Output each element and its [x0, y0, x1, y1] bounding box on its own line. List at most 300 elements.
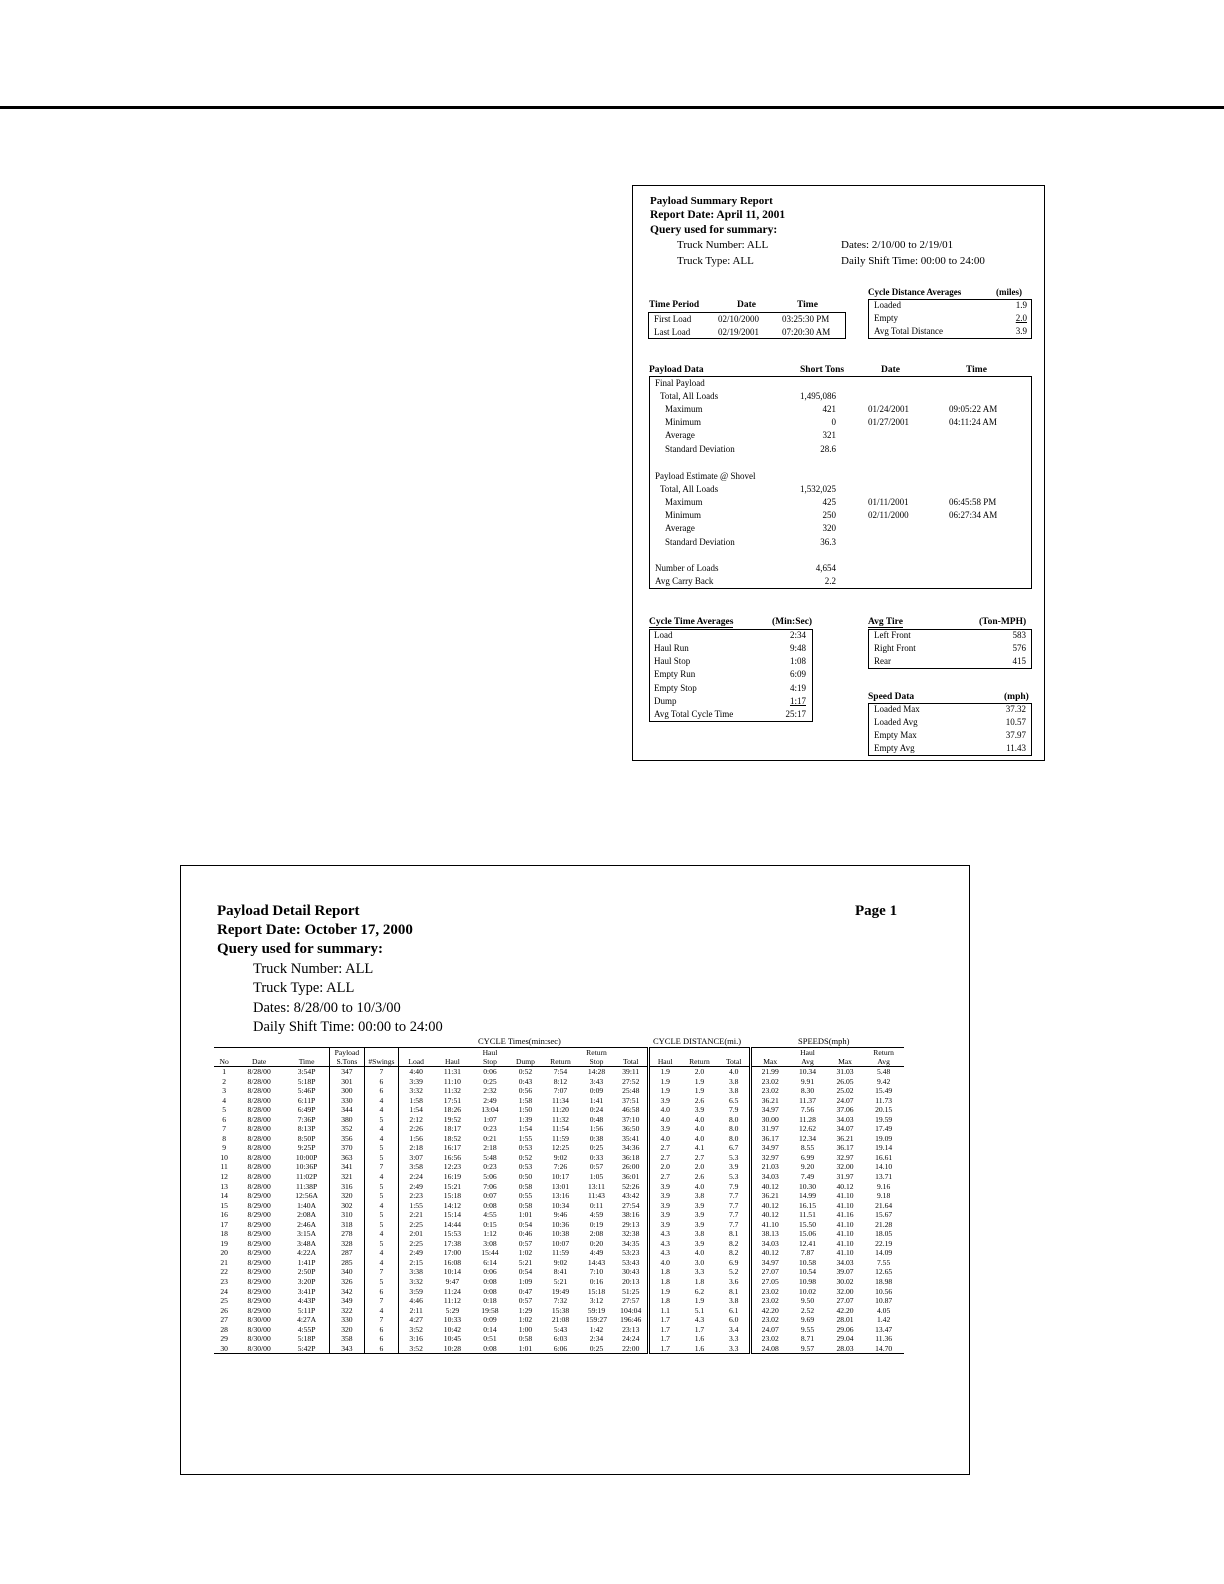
table-cell: 322	[330, 1306, 365, 1316]
cycle-time-header: Cycle Time Averages	[649, 617, 734, 627]
table-cell: 4.0	[648, 1258, 680, 1268]
table-cell: 4:55	[483, 1210, 497, 1220]
table-cell: 1.9	[694, 1086, 705, 1096]
table-cell: 3:15A	[297, 1229, 317, 1239]
table-cell: 9:25P	[297, 1143, 316, 1153]
table-row	[214, 1086, 904, 1096]
table-cell: 3:12	[589, 1296, 604, 1306]
table-cell: 1.1	[648, 1306, 680, 1316]
col-speed-return-max: Max	[827, 1057, 864, 1067]
table-cell: 3.8	[728, 1296, 739, 1306]
table-cell: 6.1	[728, 1305, 739, 1315]
table-cell: 24.07	[751, 1325, 789, 1335]
table-row	[214, 1201, 904, 1211]
table-cell: 1:00	[518, 1324, 533, 1334]
table-cell: 23.02	[751, 1086, 789, 1096]
table-row	[214, 1115, 904, 1125]
table-cell: 6:06	[543, 1344, 579, 1354]
table-cell: 7.87	[800, 1248, 815, 1258]
table-cell: 40.12	[751, 1201, 789, 1211]
table-cell: 9.18	[876, 1191, 891, 1201]
table-cell: 326	[330, 1277, 365, 1287]
table-row	[214, 1077, 904, 1087]
table-cell: 0:07	[483, 1191, 497, 1201]
table-row	[214, 1248, 904, 1258]
table-cell: 5:48	[483, 1152, 497, 1162]
shovel-avg-value: 320	[822, 523, 836, 533]
table-cell: 51:25	[622, 1286, 640, 1296]
shovel-min-value: 250	[822, 510, 836, 520]
payload-detail-table	[214, 1047, 904, 1354]
table-cell: 15.49	[875, 1086, 893, 1096]
table-cell: 2.7	[648, 1153, 680, 1163]
table-cell: 10:33	[443, 1315, 462, 1325]
table-cell: 31.97	[836, 1172, 854, 1182]
cycle-time-unit: (Min:Sec)	[772, 617, 813, 627]
table-cell: 26.05	[836, 1076, 854, 1086]
table-cell: 5.2	[728, 1267, 739, 1277]
table-cell: 3.8	[694, 1191, 705, 1201]
table-cell: 1:29	[518, 1305, 533, 1315]
summary-shift: Daily Shift Time: 00:00 to 24:00	[841, 255, 985, 267]
table-cell: 0:55	[518, 1191, 533, 1201]
table-cell: 5:21	[518, 1257, 533, 1267]
table-cell: 34:36	[622, 1143, 640, 1153]
table-cell: 9.69	[800, 1315, 815, 1325]
table-cell: 0:33	[589, 1152, 604, 1162]
table-cell: 16	[220, 1210, 228, 1220]
shovel-max-time: 06:45:58 PM	[949, 497, 997, 507]
table-cell: 3:48A	[297, 1238, 317, 1248]
last-load-time: 07:20:30 AM	[782, 327, 831, 337]
table-cell: 4:46	[409, 1296, 423, 1306]
table-cell: 11:12	[443, 1296, 461, 1306]
table-cell: 7:32	[553, 1296, 568, 1306]
table-cell: 4	[364, 1172, 399, 1182]
table-cell: 11:59	[551, 1133, 569, 1143]
col-return-stop-top: Return	[578, 1048, 615, 1058]
table-cell: 27:54	[622, 1200, 640, 1210]
table-cell: 5:21	[553, 1277, 568, 1287]
table-cell: 12:23	[443, 1162, 462, 1172]
table-cell: 4	[364, 1306, 399, 1316]
shovel-min-date: 02/11/2000	[868, 510, 909, 520]
table-cell: 3.9	[648, 1096, 680, 1106]
col-dist-haul: Haul	[648, 1057, 680, 1067]
table-cell: 3:32	[409, 1277, 423, 1287]
table-cell: 9.55	[800, 1324, 815, 1334]
table-cell: 3.3	[728, 1334, 739, 1344]
table-row	[214, 1287, 904, 1297]
table-cell: 1.42	[876, 1315, 891, 1325]
table-cell: 1.9	[694, 1076, 705, 1086]
table-cell: 4.0	[648, 1134, 680, 1144]
table-cell: 34.97	[751, 1105, 789, 1115]
table-cell: 5	[364, 1220, 399, 1230]
table-cell: 0:25	[589, 1143, 604, 1153]
payload-data-header: Payload Data	[649, 365, 704, 375]
table-cell: 8/29/00	[247, 1267, 271, 1277]
table-cell: 34:35	[622, 1238, 640, 1248]
table-cell: 14:28	[587, 1067, 606, 1076]
table-cell: 7.9	[728, 1105, 739, 1115]
summary-truck-type: Truck Type: ALL	[677, 255, 754, 267]
shovel-avg-label: Average	[665, 523, 695, 533]
table-row	[214, 1325, 904, 1335]
table-cell: 1:02	[518, 1315, 533, 1325]
table-cell: 342	[330, 1287, 365, 1297]
table-cell: 3.8	[728, 1086, 739, 1096]
table-cell: 1:54	[409, 1105, 423, 1115]
table-cell: 6.99	[800, 1152, 815, 1162]
detail-truck-type: Truck Type: ALL	[253, 980, 355, 996]
table-cell: 8/30/00	[247, 1334, 271, 1344]
shovel-stddev-value: 36.3	[820, 537, 836, 547]
table-cell: 2.6	[694, 1095, 705, 1105]
table-cell: 1.9	[648, 1067, 680, 1077]
table-cell: 2:18	[483, 1143, 497, 1153]
table-cell: 104:04	[620, 1305, 642, 1315]
table-cell: 3:54P	[297, 1067, 316, 1076]
table-cell: 6.2	[694, 1286, 705, 1296]
table-cell: 1.6	[694, 1334, 705, 1344]
table-cell: 12:25	[551, 1143, 570, 1153]
table-cell: 0:38	[589, 1133, 604, 1143]
table-cell: 4.3	[648, 1229, 680, 1239]
table-cell: 5:18P	[297, 1334, 316, 1344]
tire-right-front-value: 576	[1012, 643, 1026, 653]
table-cell: 34.07	[836, 1124, 854, 1134]
table-row	[214, 1143, 904, 1153]
table-cell: 12.65	[875, 1267, 893, 1277]
table-cell: 18.98	[875, 1277, 893, 1287]
table-cell: 7	[364, 1267, 399, 1277]
table-cell: 2:23	[409, 1191, 423, 1201]
table-cell: 9:47	[445, 1277, 460, 1287]
table-cell: 8/28/00	[247, 1143, 271, 1153]
table-cell: 6.0	[728, 1315, 739, 1325]
table-cell: 40.12	[751, 1210, 789, 1220]
final-total-label: Total, All Loads	[660, 391, 719, 401]
tire-left-front-label: Left Front	[874, 630, 911, 640]
cycle-dump-label: Dump	[654, 696, 677, 706]
table-cell: 59:19	[587, 1305, 606, 1315]
table-cell: 2:21	[409, 1210, 423, 1220]
table-cell: 18:17	[443, 1124, 462, 1134]
table-cell: 8.0	[728, 1133, 739, 1143]
col-total: Total	[615, 1057, 648, 1067]
tire-rear-value: 415	[1012, 656, 1026, 666]
table-cell: 0:24	[589, 1105, 604, 1115]
table-cell: 10:34	[551, 1200, 570, 1210]
table-cell: 3.4	[728, 1324, 739, 1334]
table-cell: 3.9	[694, 1200, 705, 1210]
shovel-max-label: Maximum	[665, 497, 703, 507]
last-load-label: Last Load	[654, 327, 691, 337]
table-cell: 15:44	[481, 1248, 499, 1258]
table-cell: 1:40A	[297, 1200, 317, 1210]
table-cell: 40.12	[751, 1248, 789, 1258]
table-cell: 3.9	[648, 1210, 680, 1220]
table-cell: 3:08	[483, 1238, 497, 1248]
table-cell: 1:50	[518, 1105, 533, 1115]
table-cell: 25.02	[836, 1086, 854, 1096]
table-cell: 2:12	[409, 1114, 423, 1124]
table-cell: 15:18	[587, 1286, 606, 1296]
table-cell: 1.9	[648, 1077, 680, 1087]
table-cell: 8/29/00	[247, 1248, 271, 1258]
table-cell: 2:46A	[297, 1219, 317, 1229]
table-cell: 8:41	[553, 1267, 568, 1277]
table-cell: 330	[330, 1315, 365, 1325]
payload-short-tons-header: Short Tons	[800, 365, 845, 375]
table-cell: 11:02P	[295, 1172, 318, 1182]
table-cell: 2:18	[409, 1143, 423, 1153]
table-cell: 8.0	[728, 1114, 739, 1124]
table-row	[214, 1267, 904, 1277]
table-cell: 1.9	[648, 1287, 680, 1297]
table-cell: 3.9	[648, 1220, 680, 1230]
table-cell: 24:24	[622, 1334, 640, 1344]
table-cell: 2.0	[648, 1162, 680, 1172]
table-cell: 41.10	[836, 1248, 854, 1258]
table-cell: 5:06	[483, 1172, 497, 1182]
table-cell: 18:52	[443, 1133, 462, 1143]
table-cell: 8/28/00	[247, 1067, 271, 1076]
table-cell: 14	[220, 1191, 228, 1201]
table-cell: 23.02	[751, 1315, 789, 1325]
table-cell: 3.6	[728, 1277, 739, 1287]
shovel-min-time: 06:27:34 AM	[949, 510, 998, 520]
table-cell: 343	[330, 1344, 365, 1354]
table-cell: 300	[330, 1086, 365, 1096]
group-cycle-times: CYCLE Times(min:sec)	[478, 1036, 561, 1046]
table-cell: 23.02	[751, 1334, 789, 1344]
table-cell: 8.2	[728, 1248, 739, 1258]
table-cell: 1:07	[483, 1114, 497, 1124]
final-max-date: 01/24/2001	[868, 404, 910, 414]
table-cell: 0:06	[483, 1067, 497, 1076]
table-cell: 3:16	[409, 1334, 423, 1344]
table-cell: 0:58	[518, 1200, 533, 1210]
table-cell: 10.34	[798, 1067, 817, 1076]
summary-dates: Dates: 2/10/00 to 2/19/01	[841, 239, 954, 251]
table-cell: 10	[220, 1152, 228, 1162]
table-cell: 1.7	[648, 1344, 680, 1354]
distance-empty-label: Empty	[874, 313, 898, 323]
table-cell: 2.0	[694, 1162, 705, 1172]
table-cell: 41.10	[836, 1229, 854, 1239]
table-cell: 8.0	[728, 1124, 739, 1134]
table-cell: 0:23	[483, 1162, 497, 1172]
time-period-time-header: Time	[797, 300, 818, 310]
table-cell: 3.3	[718, 1344, 750, 1354]
table-cell: 1:01	[508, 1344, 543, 1354]
table-cell: 42.20	[751, 1306, 789, 1316]
table-cell: 330	[330, 1096, 365, 1106]
table-cell: 10.30	[798, 1181, 817, 1191]
table-cell: 7.49	[800, 1172, 815, 1182]
table-cell: 9:46	[553, 1210, 568, 1220]
table-cell: 40.12	[751, 1182, 789, 1192]
table-cell: 12:56A	[295, 1191, 318, 1201]
table-cell: 36.21	[751, 1191, 789, 1201]
cycle-empty-run-label: Empty Run	[654, 669, 696, 679]
table-cell: 32.97	[751, 1153, 789, 1163]
table-cell: 10.58	[798, 1257, 817, 1267]
col-no: No	[214, 1057, 234, 1067]
table-cell: 8.71	[800, 1334, 815, 1344]
table-cell: 287	[330, 1248, 365, 1258]
table-cell: 349	[330, 1296, 365, 1306]
table-cell: 35:41	[622, 1133, 640, 1143]
table-cell: 8/28/00	[247, 1076, 271, 1086]
table-cell: 37:10	[622, 1114, 640, 1124]
cycle-haul-stop-label: Haul Stop	[654, 656, 691, 666]
table-cell: 10:36	[551, 1219, 570, 1229]
table-cell: 41.10	[836, 1238, 854, 1248]
table-cell: 321	[330, 1172, 365, 1182]
table-cell: 2:25	[409, 1238, 423, 1248]
table-cell: 14:43	[587, 1257, 606, 1267]
table-cell: 6	[222, 1114, 227, 1124]
table-cell: 0:52	[518, 1067, 533, 1076]
table-cell: 11:59	[551, 1248, 569, 1258]
table-cell: 1:56	[589, 1124, 604, 1134]
table-cell: 4.0	[728, 1067, 739, 1076]
table-cell: 17.49	[875, 1124, 893, 1134]
table-cell: 0:06	[483, 1267, 497, 1277]
table-cell: 4.05	[876, 1305, 891, 1315]
table-cell: 0:58	[518, 1334, 533, 1344]
payload-data-box	[649, 376, 1032, 589]
table-cell: 8/30/00	[247, 1315, 271, 1325]
table-cell: 2:25	[409, 1219, 423, 1229]
table-cell: 10:00P	[295, 1152, 318, 1162]
table-cell: 4.0	[694, 1248, 705, 1258]
table-cell: 32:38	[622, 1229, 640, 1239]
table-cell: 8/28/00	[247, 1172, 271, 1182]
table-cell: 1.7	[648, 1325, 680, 1335]
col-dump: Dump	[508, 1057, 543, 1067]
table-cell: 9:02	[553, 1152, 568, 1162]
table-cell: 18.05	[875, 1229, 893, 1239]
table-cell: 8/29/00	[247, 1200, 271, 1210]
table-cell: 3:59	[409, 1286, 423, 1296]
table-cell: 5:11P	[297, 1305, 316, 1315]
table-cell: 5	[364, 1210, 399, 1220]
payload-date-header: Date	[881, 365, 900, 375]
table-cell: 1.8	[648, 1296, 680, 1306]
table-cell: 13:04	[481, 1105, 499, 1115]
table-cell: 20	[220, 1248, 228, 1258]
table-cell: 5	[364, 1191, 399, 1201]
table-cell: 14.70	[863, 1344, 904, 1354]
table-cell: 9.42	[876, 1076, 891, 1086]
table-cell: 0:21	[483, 1133, 497, 1143]
table-cell: 25	[220, 1296, 228, 1306]
distance-empty-value: 2.0	[1015, 313, 1027, 323]
table-cell: 0:11	[589, 1200, 604, 1210]
table-cell: 4.0	[694, 1114, 705, 1124]
table-cell: 0:23	[483, 1124, 497, 1134]
table-cell: 8/29/00	[247, 1191, 271, 1201]
table-cell: 0:14	[483, 1324, 497, 1334]
table-cell: 13.71	[875, 1172, 893, 1182]
table-cell: 3.9	[694, 1210, 705, 1220]
avg-tire-header: Avg Tire	[868, 617, 903, 627]
table-cell: 344	[330, 1105, 365, 1115]
table-cell: 0:08	[472, 1344, 509, 1354]
table-cell: 0:51	[483, 1334, 497, 1344]
table-cell: 14:44	[443, 1219, 462, 1229]
table-cell: 11.28	[799, 1114, 816, 1124]
table-cell: 41.10	[836, 1219, 854, 1229]
table-cell: 0:08	[483, 1277, 497, 1287]
time-period-date-header: Date	[737, 300, 756, 310]
detail-title: Payload Detail Report	[217, 903, 360, 919]
table-cell: 39:11	[622, 1067, 640, 1076]
table-cell: 23.02	[751, 1287, 789, 1297]
table-cell: 28	[220, 1324, 228, 1334]
table-cell: 11:34	[551, 1095, 569, 1105]
table-cell: 15.50	[798, 1219, 817, 1229]
table-cell: 363	[330, 1153, 365, 1163]
table-cell: 53:43	[622, 1257, 640, 1267]
table-cell: 11:24	[443, 1286, 461, 1296]
table-cell: 8.1	[728, 1229, 739, 1239]
number-of-loads-label: Number of Loads	[655, 563, 719, 573]
table-cell: 19:52	[443, 1114, 462, 1124]
table-cell: 10.02	[798, 1286, 817, 1296]
final-min-date: 01/27/2001	[868, 417, 910, 427]
last-load-date: 02/19/2001	[718, 327, 760, 337]
table-cell: 34.03	[836, 1114, 854, 1124]
speed-data-box	[868, 703, 1032, 756]
table-cell: 24	[220, 1286, 228, 1296]
detail-shift: Daily Shift Time: 00:00 to 24:00	[253, 1019, 443, 1035]
table-cell: 0:19	[589, 1219, 604, 1229]
table-cell: 1.9	[648, 1086, 680, 1096]
table-cell: 29:13	[622, 1219, 640, 1229]
final-stddev-label: Standard Deviation	[665, 444, 735, 454]
table-cell: 37.06	[836, 1105, 854, 1115]
table-cell: 53:23	[622, 1248, 640, 1258]
table-cell: 21:08	[551, 1315, 570, 1325]
final-max-time: 09:05:22 AM	[949, 404, 998, 414]
table-cell: 3:43	[589, 1076, 604, 1086]
table-cell: 10:28	[433, 1344, 472, 1354]
table-cell: 3.0	[694, 1257, 705, 1267]
table-cell: 32.00	[836, 1162, 854, 1172]
table-cell: 10.56	[875, 1286, 893, 1296]
tire-rear-label: Rear	[874, 656, 891, 666]
table-cell: 2:26	[409, 1124, 423, 1134]
detail-truck-number: Truck Number: ALL	[253, 961, 374, 977]
table-row	[214, 1191, 904, 1201]
table-cell: 0:09	[483, 1315, 497, 1325]
table-cell: 38.13	[751, 1229, 789, 1239]
table-cell: 6:14	[483, 1257, 497, 1267]
table-cell: 2.7	[694, 1152, 705, 1162]
table-cell: 3.9	[728, 1162, 739, 1172]
table-cell: 2:32	[483, 1086, 497, 1096]
table-cell: 10.87	[875, 1296, 893, 1306]
table-cell: 7.9	[728, 1181, 739, 1191]
table-cell: 30	[214, 1344, 234, 1354]
table-cell: 34.03	[836, 1257, 854, 1267]
table-cell: 17:00	[443, 1248, 462, 1258]
